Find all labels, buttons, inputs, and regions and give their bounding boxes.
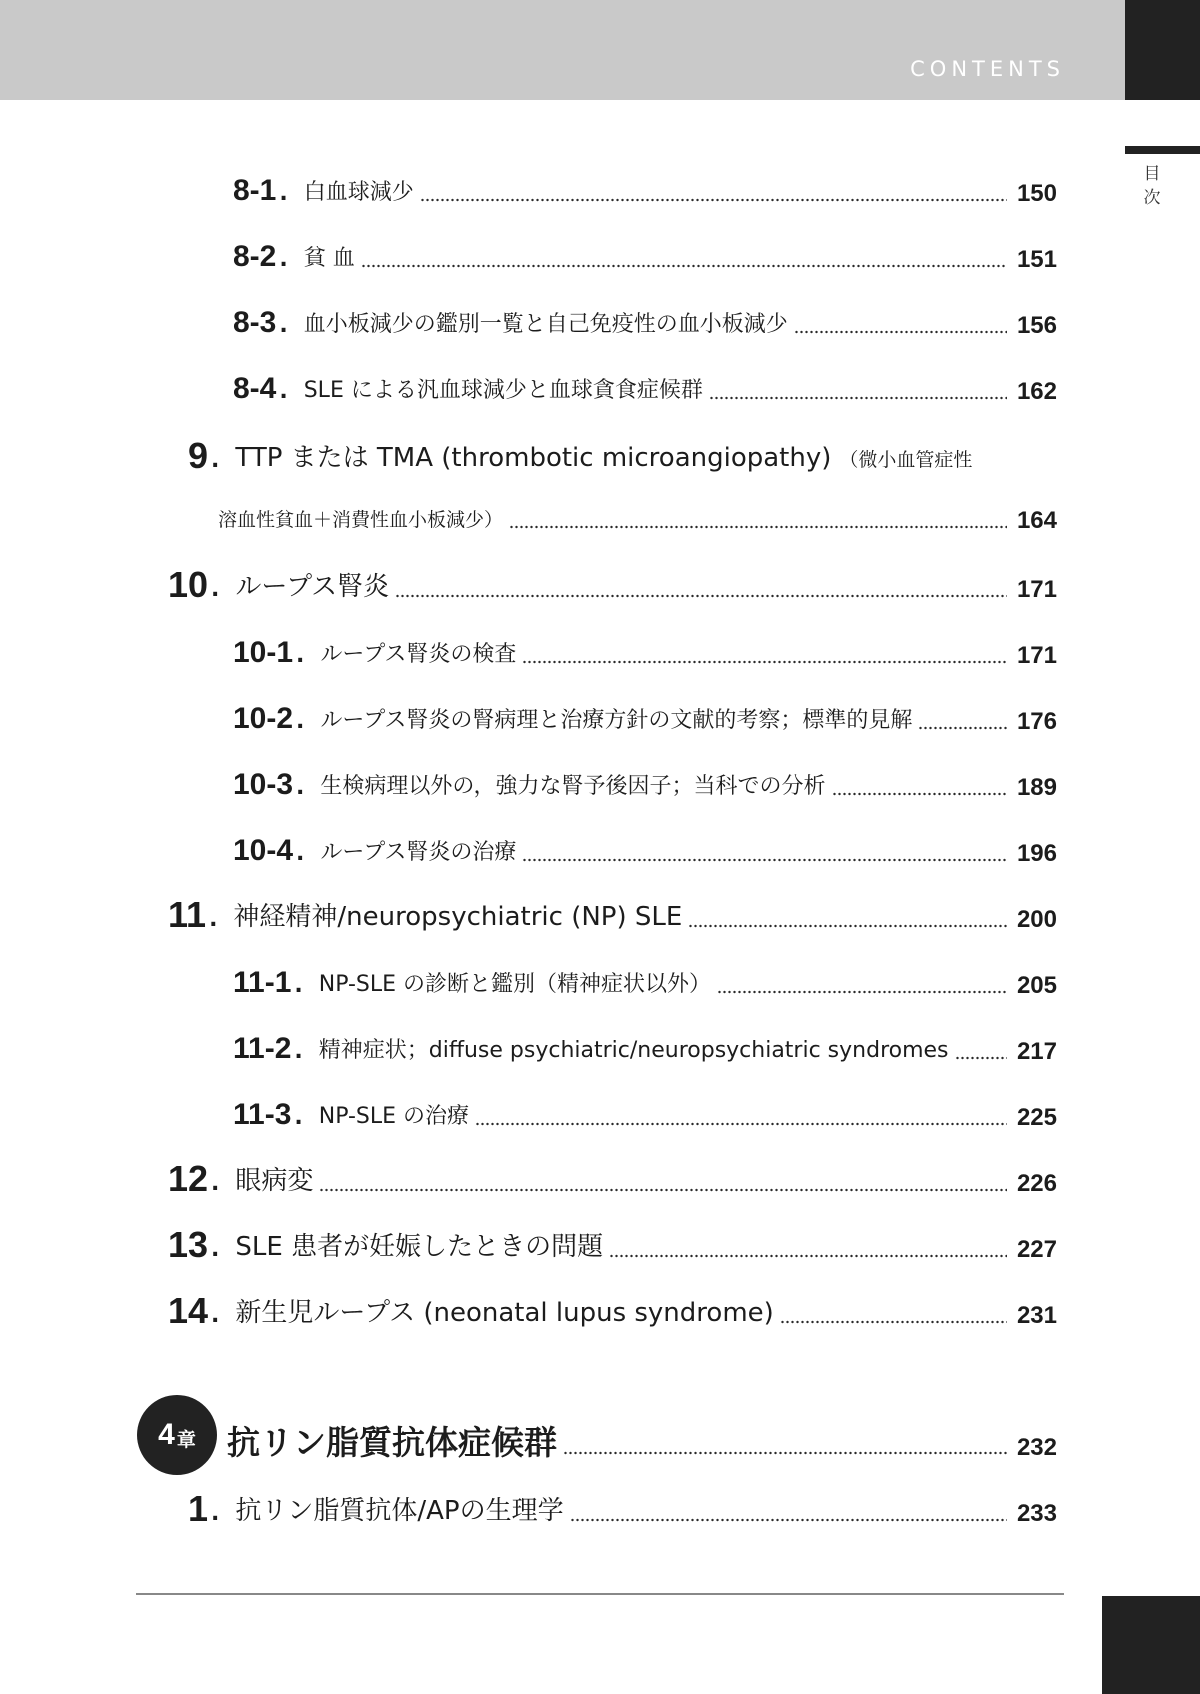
chapter-title: 抗リン脂質抗体症候群 (227, 1423, 557, 1462)
toc-entry-10[interactable]: 10 . ループス腎炎 171 (168, 564, 1057, 605)
side-label-char-2: 次 (1143, 188, 1161, 208)
entry-number: 1 (188, 1488, 209, 1529)
chapter-unit: 章 (176, 1428, 196, 1451)
entry-title-continued: 溶血性貧血＋消費性血小板減少） (218, 509, 504, 531)
entry-title: ループス腎炎の検査 (320, 642, 517, 667)
toc-entry-10-1[interactable]: 10-1 . ループス腎炎の検査 171 (233, 636, 1057, 669)
corner-tab-top (1125, 0, 1200, 100)
entry-title: SLE による汎血球減少と血球貪食症候群 (303, 378, 703, 403)
entry-page: 225 (1016, 1104, 1057, 1131)
entry-title: 血小板減少の鑑別一覧と自己免疫性の血小板減少 (303, 312, 788, 337)
toc-entry-11[interactable]: 11 . 神経精神/neuropsychiatric (NP) SLE 200 (168, 894, 1057, 935)
entry-page: 205 (1016, 972, 1057, 999)
dot-leader (832, 792, 1007, 796)
toc-entry-9[interactable]: 9 . TTP または TMA (thrombotic microangiopathy) （微小血管症性 (188, 435, 973, 476)
toc-entry-11-3[interactable]: 11-3 . NP-SLE の治療 225 (233, 1098, 1057, 1131)
entry-page: 226 (1016, 1170, 1057, 1197)
toc-entry-8-2[interactable]: 8-2 . 貧 血 151 (233, 240, 1057, 273)
entry-number: 9 (188, 435, 209, 476)
side-label-char-1: 目 (1143, 164, 1161, 184)
entry-number: 12 (168, 1158, 209, 1199)
entry-title: 貧 血 (303, 246, 355, 271)
dot-leader (794, 330, 1007, 334)
dot-leader (688, 924, 1007, 928)
toc-entry-8-4[interactable]: 8-4 . SLE による汎血球減少と血球貪食症候群 162 (233, 372, 1057, 405)
dot-leader (319, 1188, 1007, 1192)
chapter-number: 4 (158, 1418, 175, 1451)
entry-number: 10-3 (233, 768, 294, 801)
chapter-page: 232 (1016, 1434, 1057, 1461)
entry-page: 196 (1016, 840, 1057, 867)
dot-leader (780, 1320, 1007, 1324)
dot-leader (563, 1451, 1007, 1455)
toc-chapter-4[interactable] (137, 1393, 1057, 1477)
entry-page: 171 (1016, 576, 1057, 603)
entry-number: 13 (168, 1224, 209, 1265)
entry-number: 11 (168, 894, 207, 935)
entry-title: NP-SLE の治療 (318, 1104, 470, 1129)
entry-title: ループス腎炎 (235, 572, 390, 602)
entry-title: TTP または TMA (thrombotic microangiopathy) (235, 443, 832, 473)
entry-page: 176 (1016, 708, 1057, 735)
toc-entry-8-3[interactable]: 8-3 . 血小板減少の鑑別一覧と自己免疫性の血小板減少 156 (233, 306, 1057, 339)
entry-page: 217 (1016, 1038, 1057, 1065)
dot-leader (361, 264, 1007, 268)
entry-page: 227 (1016, 1236, 1057, 1263)
dot-leader (609, 1254, 1007, 1258)
entry-title: ループス腎炎の治療 (320, 840, 517, 865)
dot-leader (395, 594, 1007, 598)
entry-number: 10-4 (233, 834, 294, 867)
footer-rule (136, 1593, 1064, 1595)
entry-number: 11-3 (233, 1098, 292, 1131)
entry-page: 151 (1016, 246, 1057, 273)
dot-leader (709, 396, 1007, 400)
entry-page: 200 (1016, 906, 1057, 933)
entry-number: 14 (168, 1290, 209, 1331)
chapter-badge (137, 1395, 217, 1475)
entry-page: 150 (1016, 180, 1057, 207)
entry-title: 精神症状；diffuse psychiatric/neuropsychiatric syndromes (318, 1038, 949, 1063)
dot-leader (509, 525, 1007, 529)
dot-leader (918, 726, 1007, 730)
entry-page: 189 (1016, 774, 1057, 801)
entry-number: 8-2 (233, 240, 277, 273)
entry-title: NP-SLE の診断と鑑別（精神症状以外） (318, 972, 712, 997)
entry-title: 白血球減少 (303, 180, 414, 205)
dot-leader (475, 1122, 1007, 1126)
entry-number: 10-2 (233, 702, 294, 735)
entry-title: 眼病変 (235, 1166, 314, 1196)
entry-number: 11-1 (233, 966, 292, 999)
toc-entry-10-4[interactable]: 10-4 . ループス腎炎の治療 196 (233, 834, 1057, 867)
dot-leader (522, 858, 1007, 862)
dot-leader (570, 1518, 1007, 1522)
toc-entry-10-2[interactable]: 10-2 . ループス腎炎の腎病理と治療方針の文献的考察；標準的見解 176 (233, 702, 1057, 735)
toc-entry-12[interactable]: 12 . 眼病変 226 (168, 1158, 1057, 1199)
entry-title-suffix: （微小血管症性 (839, 449, 973, 471)
entry-title: 生検病理以外の，強力な腎予後因子；当科での分析 (320, 774, 826, 799)
entry-page: 156 (1016, 312, 1057, 339)
toc-entry-9-continued[interactable] (218, 494, 1057, 534)
entry-page: 231 (1016, 1302, 1057, 1329)
toc-entry-10-3[interactable]: 10-3 . 生検病理以外の，強力な腎予後因子；当科での分析 189 (233, 768, 1057, 801)
entry-page: 164 (1016, 507, 1057, 534)
toc-entry-1[interactable]: 1 . 抗リン脂質抗体/APの生理学 233 (188, 1488, 1057, 1529)
entry-title: 神経精神/neuropsychiatric (NP) SLE (233, 902, 683, 932)
entry-page: 233 (1016, 1500, 1057, 1527)
header-label: CONTENTS (910, 57, 1065, 81)
entry-number: 8-4 (233, 372, 277, 405)
entry-page: 171 (1016, 642, 1057, 669)
side-tab-line (1125, 146, 1200, 154)
dot-leader (717, 990, 1007, 994)
entry-title: SLE 患者が妊娠したときの問題 (235, 1232, 604, 1262)
entry-title: ループス腎炎の腎病理と治療方針の文献的考察；標準的見解 (320, 708, 913, 733)
toc-entry-11-2[interactable]: 11-2 . 精神症状；diffuse psychiatric/neuropsychiatric syndromes 217 (233, 1032, 1057, 1065)
entry-page: 162 (1016, 378, 1057, 405)
entry-title: 抗リン脂質抗体/APの生理学 (235, 1496, 564, 1526)
dot-leader (522, 660, 1007, 664)
side-index-label (1141, 162, 1163, 210)
entry-title: 新生児ループス (neonatal lupus syndrome) (235, 1298, 774, 1328)
toc-entry-11-1[interactable]: 11-1 . NP-SLE の診断と鑑別（精神症状以外） 205 (233, 966, 1057, 999)
header-band (0, 0, 1125, 100)
entry-number: 10 (168, 564, 209, 605)
entry-number: 11-2 (233, 1032, 292, 1065)
dot-leader (955, 1056, 1007, 1060)
entry-number: 8-3 (233, 306, 277, 339)
toc-entry-13[interactable]: 13 . SLE 患者が妊娠したときの問題 227 (168, 1224, 1057, 1265)
dot-leader (420, 198, 1007, 202)
entry-number: 8-1 (233, 174, 277, 207)
toc-entry-8-1[interactable]: 8-1 . 白血球減少 150 (233, 174, 1057, 207)
corner-tab-bottom (1102, 1596, 1200, 1694)
entry-number: 10-1 (233, 636, 294, 669)
toc-entry-14[interactable]: 14 . 新生児ループス (neonatal lupus syndrome) 231 (168, 1290, 1057, 1331)
